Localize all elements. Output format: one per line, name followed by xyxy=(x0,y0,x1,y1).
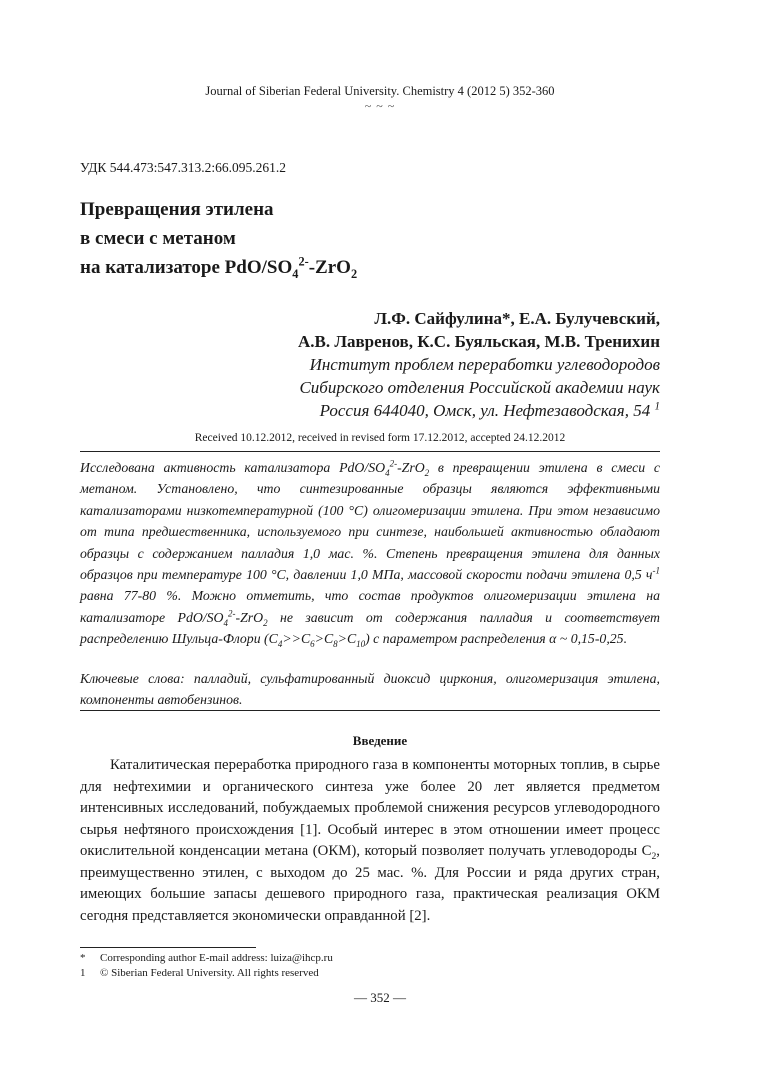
title-line-2: в смеси с метаном xyxy=(80,228,236,249)
title-line-3: на катализаторе PdO/$SO_4^{2-}-ZrO_2$ xyxy=(80,254,358,281)
introduction-paragraph: Каталитическая переработка природного газа в компоненты моторных топлив, в сырье для нефтехимии и органического синтеза уже более 20 лет является предметом интенсивных исследований, побуждаемых проблемой снижения ресурсов углеводородного сырья нефтяного происхождения [1]. Особый интерес в этом отношении имеет процесс окислительной конденсации метана (ОКМ), который позволяет получать углеводороды $С_2$, преимущественно этилен, с выходом до 25 мас. %. Для России и ряда других стран, имеющих большие запасы дешевого природного газа, практическая реализация ОКМ сегодня представляется экономически оправданной [2]. xyxy=(80,757,660,924)
footnote-rule xyxy=(80,947,256,948)
authors-line-1: Л.Ф. Сайфулина*, Е.А. Булучевский, xyxy=(374,309,660,328)
footnotes xyxy=(80,951,333,980)
abstract-top-rule xyxy=(80,451,660,452)
section-heading-introduction: Введение xyxy=(352,733,408,748)
received-dates: Received 10.12.2012, received in revised form 17.12.2012, accepted 24.12.2012 xyxy=(194,432,566,444)
abstract-text: Исследована активность катализатора PdO/$SO_4^{2-}-ZrO_2$ в превращении этилена в смеси с метаном. Установлено, что синтезированные образцы являются эффективными катализаторами низкотемпературной (100 °С) олигомеризации этилена. При этом независимо от типа предшественника, используемого при синтезе, наибольшей активностью обладают образцы с содержанием палладия 1,0 мас. %. Степень превращения этилена для данных образцов при температуре 100 °С, давлении 1,0 МПа, массовой скорости подачи этилена 0,5 $ч^{-1}$ равна 77-80 %. Можно отметить, что состав продуктов олигомеризации этилена на катализаторе PdO/$SO_4^{2-}-ZrO_2$ не зависит от содержания палладия и соответствует распределению Шульца-Флори $(С_4>>С_6>С_8>С_{10})$ с параметром распределения α ~ 0,15-0,25. xyxy=(80,458,660,649)
authors-line-2: А.В. Лавренов, К.С. Буяльская, М.В. Тренихин xyxy=(297,332,660,351)
udk-code: УДК 544.473:547.313.2:66.095.261.2 xyxy=(80,160,287,175)
footnote-copyright: 1 © Siberian Federal University. All rights reserved xyxy=(80,966,319,979)
keywords-bottom-rule xyxy=(80,710,660,711)
keywords: Ключевые слова: палладий, сульфатированный диоксид циркония, олигомеризация этилена, компоненты автобензинов. xyxy=(80,671,660,707)
affiliation-line-2: Сибирского отделения Российской академии наук xyxy=(299,378,660,397)
abstract xyxy=(80,457,660,650)
introduction-body xyxy=(80,755,660,927)
article-title xyxy=(80,195,357,282)
page-number: — 352 — xyxy=(354,990,406,1005)
affiliation-line-1: Институт проблем переработки углеводородов xyxy=(309,355,660,374)
header-separator: ~ ~ ~ xyxy=(364,99,396,113)
title-line-1: Превращения этилена xyxy=(80,199,274,220)
authors-block xyxy=(298,307,660,422)
footnote-corresponding: * Corresponding author E-mail address: luiza@ihcp.ru xyxy=(80,952,333,964)
journal-header: Journal of Siberian Federal University. Chemistry 4 (2012 5) 352-360 xyxy=(205,84,555,98)
affiliation-line-3: Россия 644040, Омск, ул. Нефтезаводская, 54 $^1$ xyxy=(319,400,660,420)
